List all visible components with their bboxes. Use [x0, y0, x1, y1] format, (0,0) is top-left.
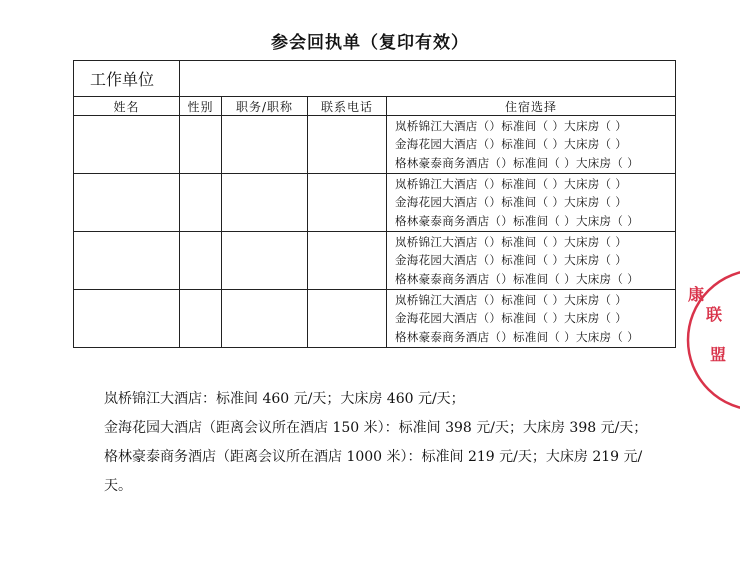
- hotel-option[interactable]: 金海花园大酒店（）标准间（ ）大床房（ ）: [395, 137, 628, 152]
- table-row: [74, 174, 676, 232]
- guest-name-cell[interactable]: [74, 174, 180, 232]
- hotel-price-notes: [104, 385, 664, 501]
- table-row: [74, 232, 676, 290]
- header-hotel: 住宿选择: [387, 97, 676, 116]
- guest-position-cell[interactable]: [222, 290, 308, 348]
- note-line: 格林豪泰商务酒店（距离会议所在酒店 1000 米）：标准间 219 元/天；大床房 219 元/天。: [104, 449, 643, 494]
- guest-gender-cell[interactable]: [180, 232, 222, 290]
- seal-char-2: 联: [706, 305, 723, 324]
- hotel-option[interactable]: 岚桥锦江大酒店（）标准间（ ）大床房（ ）: [395, 119, 628, 134]
- guest-name-cell[interactable]: [74, 232, 180, 290]
- guest-gender-cell[interactable]: [180, 116, 222, 174]
- guest-phone-cell[interactable]: [308, 174, 387, 232]
- hotel-option[interactable]: 格林豪泰商务酒店（）标准间（ ）大床房（ ）: [395, 155, 639, 170]
- guest-name-cell[interactable]: [74, 116, 180, 174]
- hotel-option[interactable]: 金海花园大酒店（）标准间（ ）大床房（ ）: [395, 195, 628, 210]
- svg-text:康 联 盟: [688, 285, 728, 364]
- registration-form-table: [73, 60, 676, 348]
- table-row: [74, 116, 676, 174]
- hotel-option[interactable]: 金海花园大酒店（）标准间（ ）大床房（ ）: [395, 311, 628, 326]
- header-name: 姓名: [74, 97, 180, 116]
- guest-position-cell[interactable]: [222, 174, 308, 232]
- seal-char-3: 盟: [710, 345, 727, 364]
- table-header-row: [74, 97, 676, 116]
- guest-phone-cell[interactable]: [308, 290, 387, 348]
- seal-char-1: 康: [688, 285, 705, 304]
- note-line: 金海花园大酒店（距离会议所在酒店 150 米）：标准间 398 元/天；大床房 398 元/天；: [104, 420, 648, 436]
- header-position: 职务/职称: [222, 97, 308, 116]
- guest-rows: [74, 116, 676, 348]
- hotel-choice-cell[interactable]: [387, 290, 676, 348]
- hotel-choice-cell[interactable]: [387, 116, 676, 174]
- hotel-option[interactable]: 格林豪泰商务酒店（）标准间（ ）大床房（ ）: [395, 271, 639, 286]
- guest-gender-cell[interactable]: [180, 290, 222, 348]
- work-unit-row: [74, 61, 676, 97]
- guest-position-cell[interactable]: [222, 116, 308, 174]
- guest-name-cell[interactable]: [74, 290, 180, 348]
- guest-phone-cell[interactable]: [308, 232, 387, 290]
- hotel-choice-cell[interactable]: [387, 174, 676, 232]
- hotel-choice-cell[interactable]: [387, 232, 676, 290]
- hotel-option[interactable]: 格林豪泰商务酒店（）标准间（ ）大床房（ ）: [395, 329, 639, 344]
- header-phone: 联系电话: [308, 97, 387, 116]
- guest-gender-cell[interactable]: [180, 174, 222, 232]
- guest-phone-cell[interactable]: [308, 116, 387, 174]
- hotel-option[interactable]: 岚桥锦江大酒店（）标准间（ ）大床房（ ）: [395, 177, 628, 192]
- note-line: 岚桥锦江大酒店：标准间 460 元/天；大床房 460 元/天；: [104, 391, 465, 407]
- page-title: 参会回执单（复印有效）: [271, 33, 469, 53]
- red-seal-stamp: [680, 270, 740, 410]
- table-row: [74, 290, 676, 348]
- work-unit-label: 工作单位: [74, 61, 180, 97]
- hotel-option[interactable]: 金海花园大酒店（）标准间（ ）大床房（ ）: [395, 253, 628, 268]
- hotel-option[interactable]: 岚桥锦江大酒店（）标准间（ ）大床房（ ）: [395, 235, 628, 250]
- work-unit-field[interactable]: [180, 61, 676, 97]
- hotel-option[interactable]: 岚桥锦江大酒店（）标准间（ ）大床房（ ）: [395, 293, 628, 308]
- hotel-option[interactable]: 格林豪泰商务酒店（）标准间（ ）大床房（ ）: [395, 213, 639, 228]
- header-gender: 性别: [180, 97, 222, 116]
- guest-position-cell[interactable]: [222, 232, 308, 290]
